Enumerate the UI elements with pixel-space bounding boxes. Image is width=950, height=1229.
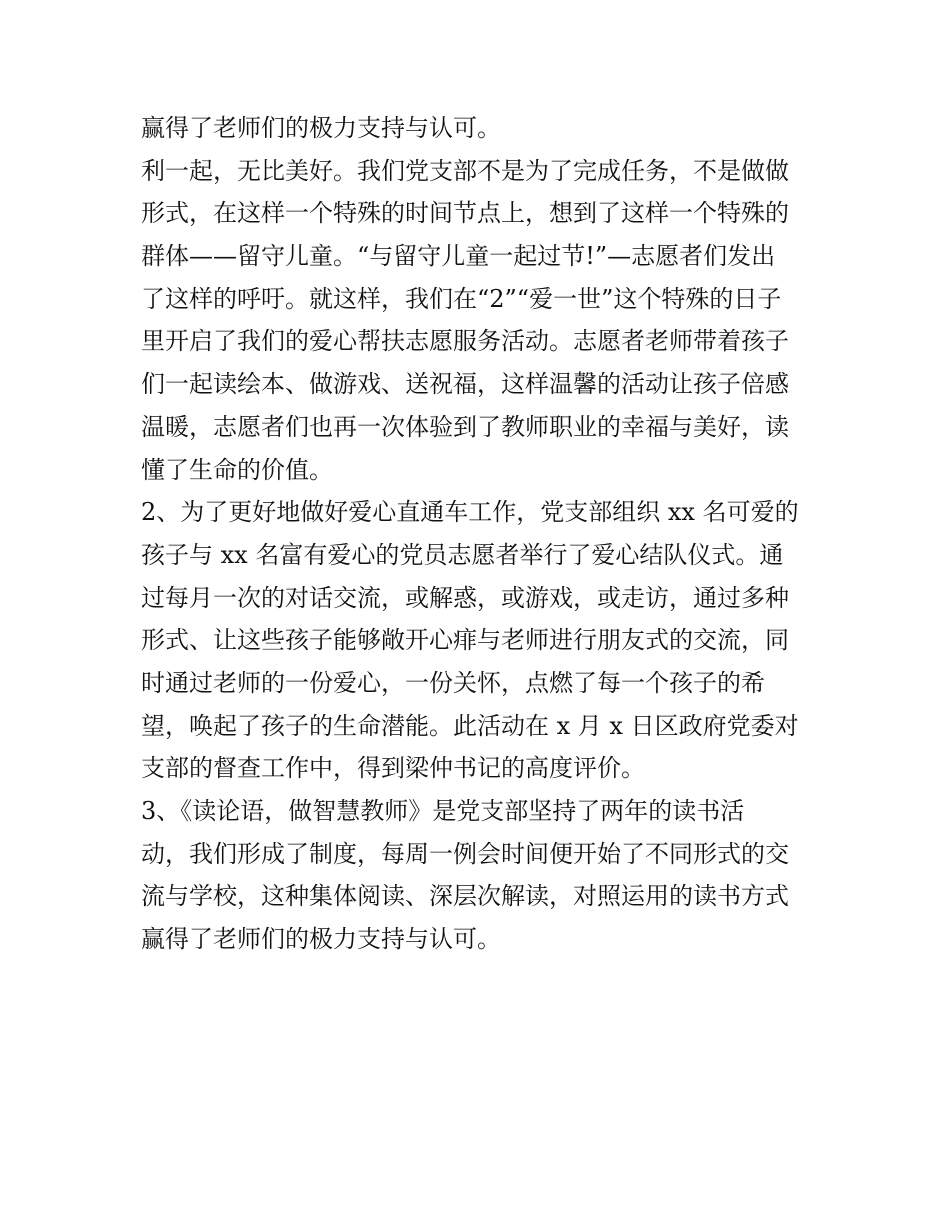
text-line: 赢得了老师们的极力支持与认可。	[141, 925, 501, 954]
body-text	[141, 107, 831, 961]
text-line: 群体——留守儿童。“与留守儿童一起过节!”—志愿者们发出	[141, 242, 776, 271]
text-line: 赢得了老师们的极力支持与认可。	[141, 114, 501, 142]
text-line: 懂了生命的价值。	[141, 455, 333, 484]
text-line: 3、《读论语，做智慧教师》是党支部坚持了两年的读书活	[141, 797, 745, 825]
text-line: 里开启了我们的爱心帮扶志愿服务活动。志愿者老师带着孩子	[141, 327, 789, 356]
text-line: 们一起读绘本、做游戏、送祝福，这样温馨的活动让孩子倍感	[141, 370, 789, 399]
text-line: 支部的督查工作中，得到梁仲书记的高度评价。	[141, 754, 645, 783]
text-line: 流与学校，这种集体阅读、深层次解读，对照运用的读书方式	[141, 882, 789, 911]
text-line: 形式、让这些孩子能够敞开心痱与老师进行朋友式的交流，同	[141, 626, 789, 655]
text-line: 时通过老师的一份爱心，一份关怀，点燃了每一个孩子的希	[141, 668, 765, 697]
text-line: 动，我们形成了制度，每周一例会时间便开始了不同形式的交	[141, 839, 789, 868]
text-line: 孩子与 xx 名富有爱心的党员志愿者举行了爱心结队仪式。通	[141, 540, 784, 569]
text-line: 过每月一次的对话交流，或解惑，或游戏，或走访，通过多种	[141, 583, 789, 612]
text-line: 了这样的呼吁。就这样，我们在“2”“爱一世”这个特殊的日子	[141, 284, 782, 313]
text-line: 望，唤起了孩子的生命潜能。此活动在 x 月 x 日区政府党委对	[141, 711, 799, 740]
text-line: 温暖，志愿者们也再一次体验到了教师职业的幸福与美好，读	[141, 412, 789, 441]
text-line: 利一起，无比美好。我们党支部不是为了完成任务，不是做做	[141, 156, 789, 185]
text-line: 2、为了更好地做好爱心直通车工作，党支部组织 xx 名可爱的	[141, 498, 799, 527]
text-line: 形式，在这样一个特殊的时间节点上，想到了这样一个特殊的	[141, 199, 789, 228]
